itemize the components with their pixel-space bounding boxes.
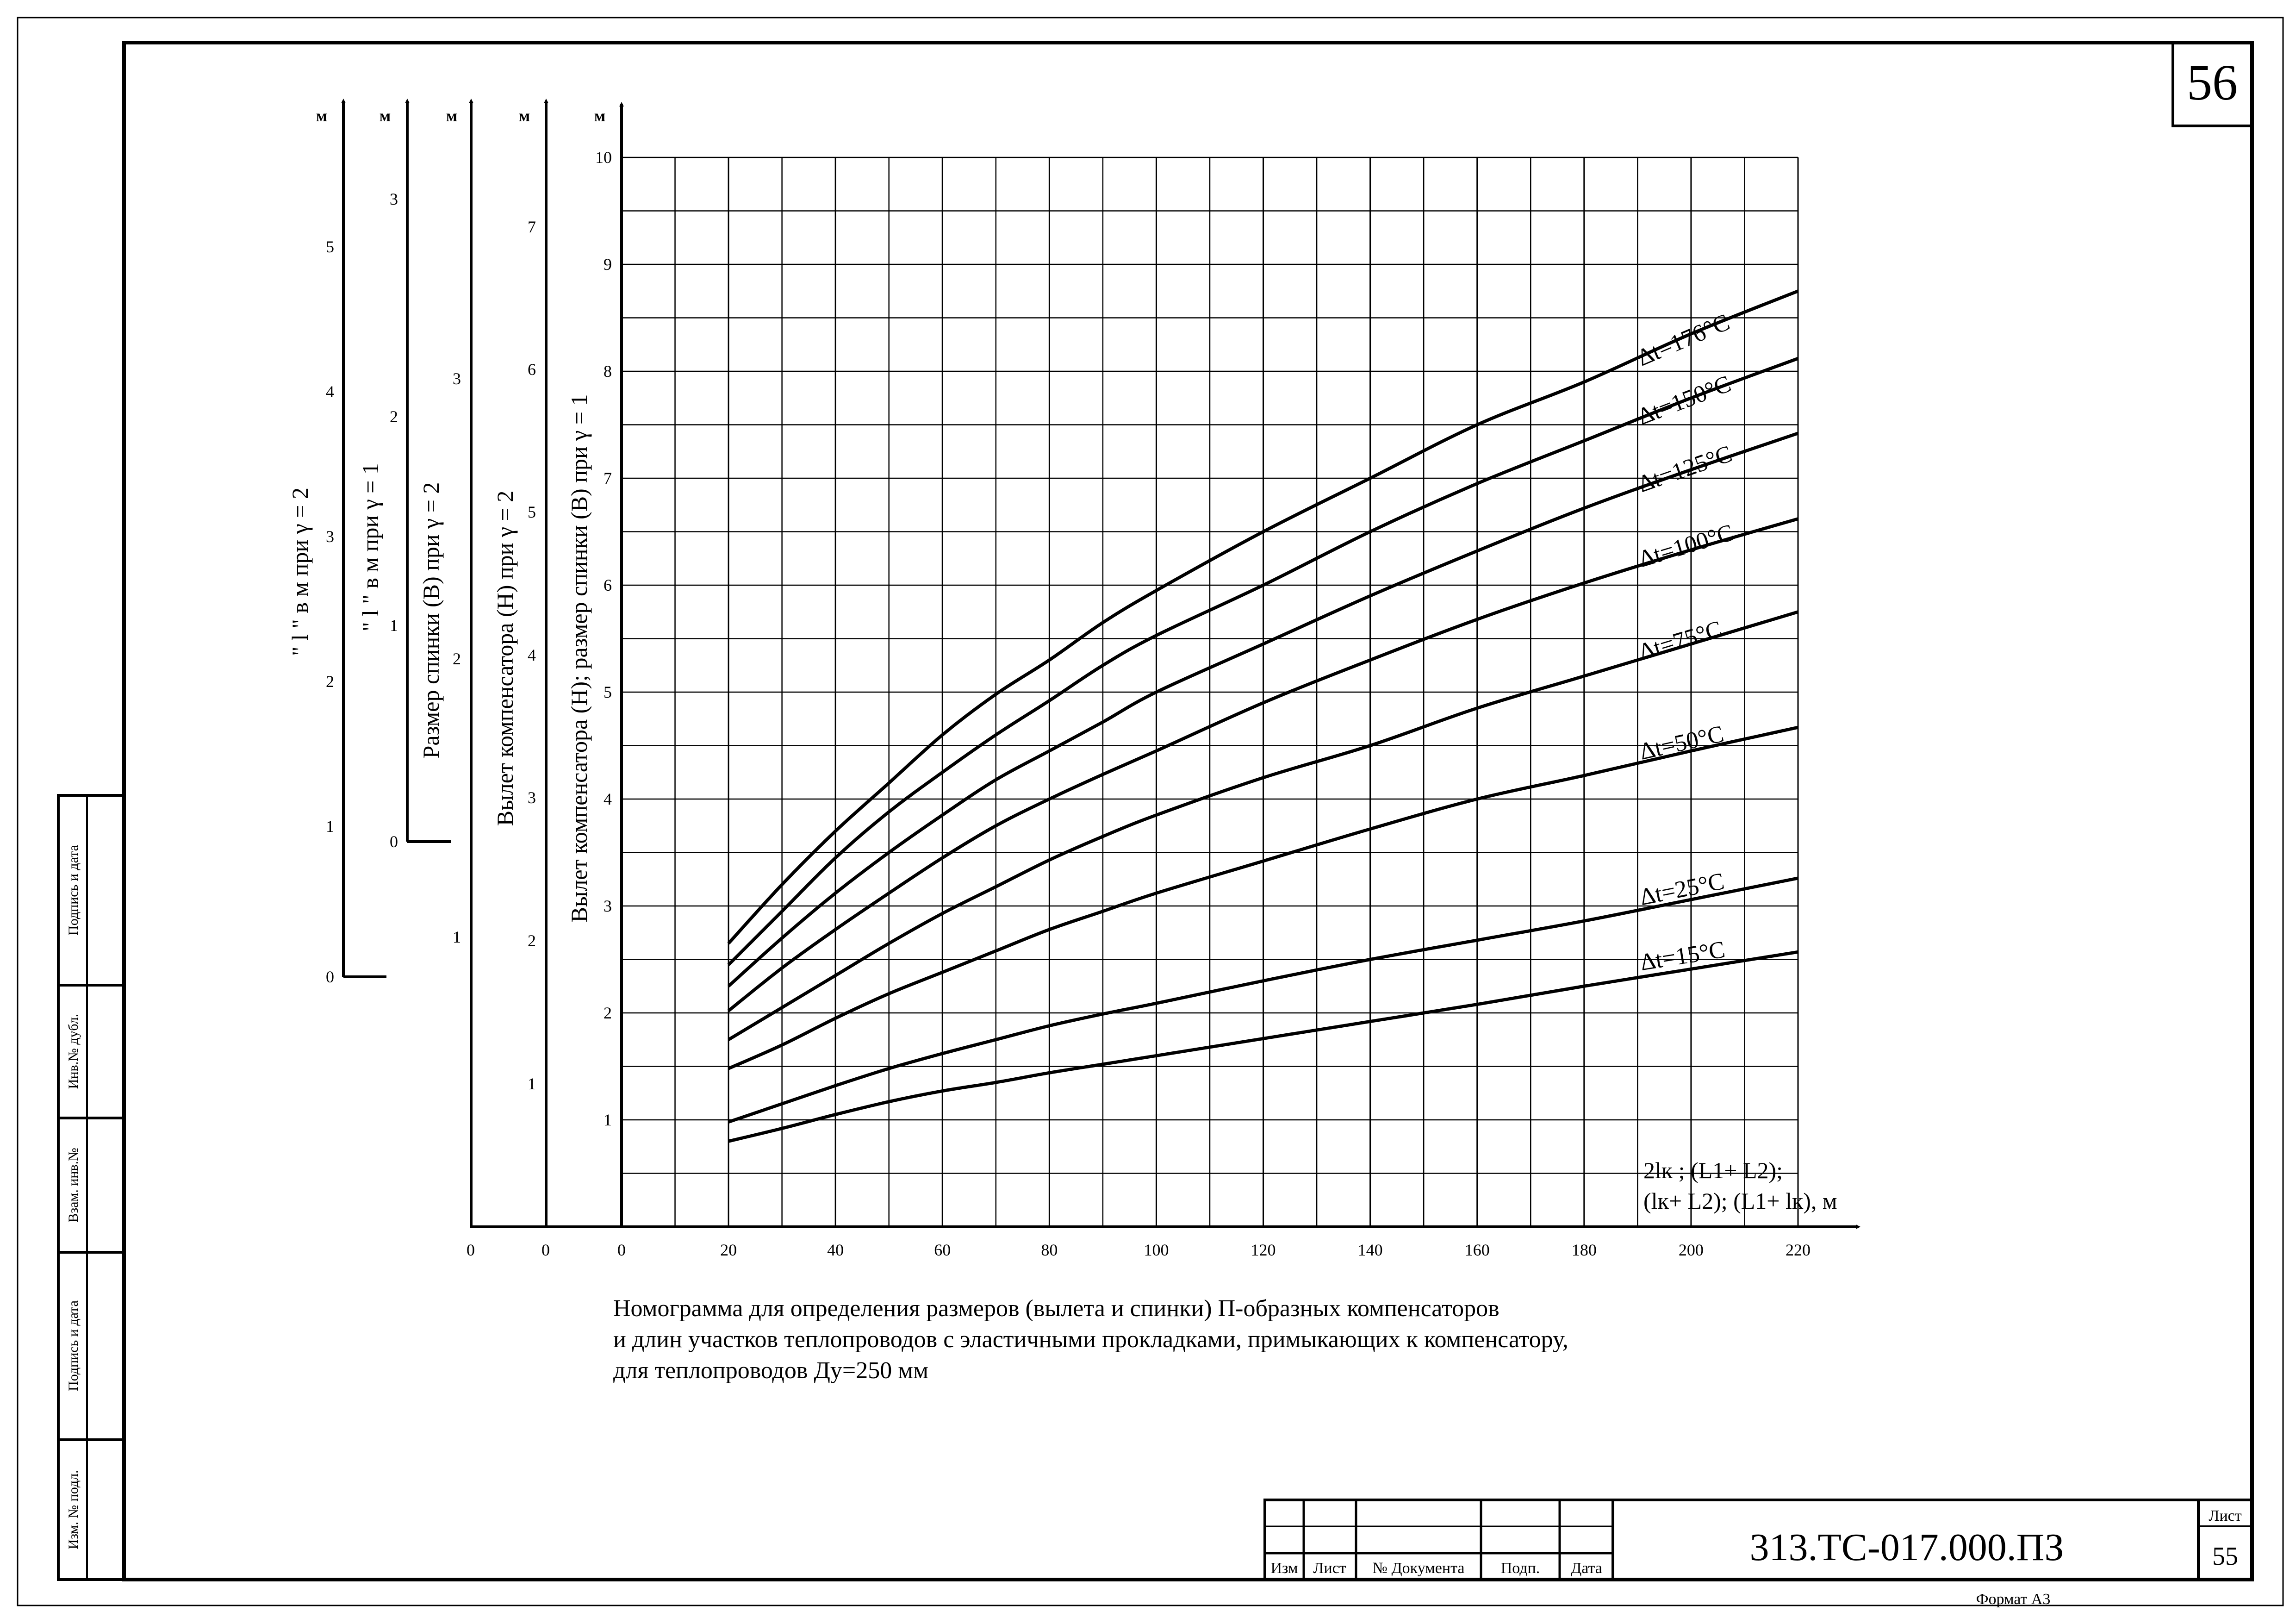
x-tick-label: 180 xyxy=(1571,1241,1597,1259)
scale-height-gamma2-tick-1: 1 xyxy=(528,1074,536,1093)
sheet-value: 55 xyxy=(2212,1542,2238,1571)
y-tick-label: 7 xyxy=(604,469,612,487)
x-origin-label-2: 0 xyxy=(541,1241,550,1259)
scale-height-gamma2-tick-4: 4 xyxy=(528,646,536,664)
scale-back-gamma2-unit: м xyxy=(446,106,458,125)
caption-line-2: и длин участков теплопроводов с эластичными прокладками, примыкающих к компенсатору, xyxy=(613,1326,1568,1353)
title-block-col-izm: Изм xyxy=(1270,1560,1298,1577)
caption-line-3: для теплопроводов Ду=250 мм xyxy=(613,1357,929,1384)
x-tick-label: 100 xyxy=(1144,1241,1169,1259)
scale-height-gamma2-unit: м xyxy=(518,106,530,125)
y-tick-label: 5 xyxy=(604,683,612,701)
x-tick-label: 60 xyxy=(934,1241,951,1259)
sheet-number: 56 xyxy=(2187,54,2238,111)
scale-height-gamma2-tick-6: 6 xyxy=(528,360,536,379)
title-block-col-sign: Подп. xyxy=(1500,1560,1540,1577)
x-tick-label: 120 xyxy=(1251,1241,1276,1259)
curve-label-4: Δt=75°C xyxy=(1636,616,1725,666)
x-axis-label-line2: (lк+ L2); (L1+ lк), м xyxy=(1643,1188,1837,1214)
curve-label-2: Δt=125°C xyxy=(1635,440,1736,498)
caption xyxy=(613,1295,1568,1384)
x-tick-label: 0 xyxy=(617,1241,626,1259)
curve-label-6: Δt=25°C xyxy=(1637,868,1727,911)
title-block-col-date: Дата xyxy=(1571,1560,1602,1577)
scale-l-gamma1-unit: м xyxy=(379,106,391,125)
x-tick-label: 160 xyxy=(1464,1241,1490,1259)
x-tick-label: 80 xyxy=(1041,1241,1058,1259)
sheet-label: Лист xyxy=(2209,1507,2242,1524)
outer-trim-frame xyxy=(18,18,2283,1605)
y-tick-label: 6 xyxy=(604,576,612,594)
scale-l-gamma2-label: " l " в м при γ = 2 xyxy=(287,487,313,656)
y-tick-label: 9 xyxy=(604,255,612,274)
side-stamp-original-inv: Изм. № подл. xyxy=(66,1470,81,1549)
x-tick-label: 40 xyxy=(827,1241,844,1259)
scale-back-gamma2 xyxy=(418,101,471,1227)
curve-labels-group xyxy=(1633,309,1736,976)
scale-height-gamma2-tick-5: 5 xyxy=(528,503,536,521)
main-y-axis-label: Вылет компенсатора (Н); размер спинки (В) при γ = 1 xyxy=(566,394,592,923)
y-tick-label: 1 xyxy=(604,1111,612,1129)
scale-l-gamma1-label: " l " в м при γ = 1 xyxy=(357,463,383,631)
curve-label-0: Δt=176°C xyxy=(1633,309,1734,372)
scale-height-gamma2 xyxy=(492,101,546,1227)
scale-l-gamma1-tick-1: 1 xyxy=(390,616,398,635)
y-tick-label: 4 xyxy=(604,790,612,808)
title-block-col-list: Лист xyxy=(1313,1560,1346,1577)
scale-height-gamma2-tick-7: 7 xyxy=(528,218,536,236)
x-tick-label: 200 xyxy=(1678,1241,1704,1259)
main-x-ticks xyxy=(617,1241,1811,1259)
y-tick-label: 3 xyxy=(604,897,612,915)
document-code: 313.ТС-017.000.ПЗ xyxy=(1749,1526,2064,1569)
scale-l-gamma1-tick-2: 2 xyxy=(390,407,398,426)
title-block-col-doc: № Документа xyxy=(1372,1560,1465,1577)
scale-l-gamma2-tick-5: 5 xyxy=(326,237,334,256)
y-tick-label: 8 xyxy=(604,362,612,381)
plot-grid xyxy=(622,157,1798,1227)
scale-l-gamma1-tick-0: 0 xyxy=(390,832,398,851)
scale-back-gamma2-tick-3: 3 xyxy=(453,369,461,388)
x-tick-label: 20 xyxy=(720,1241,737,1259)
scale-back-gamma2-tick-2: 2 xyxy=(453,650,461,668)
curve-label-1: Δt=150°C xyxy=(1634,370,1735,431)
scale-height-gamma2-tick-2: 2 xyxy=(528,931,536,950)
scale-l-gamma2-tick-0: 0 xyxy=(326,968,334,986)
side-stamp-signature-date-1: Подпись и дата xyxy=(66,845,81,936)
main-y-axis xyxy=(566,104,622,1227)
curve-label-7: Δt=15°C xyxy=(1638,936,1727,976)
curve-label-5: Δt=50°C xyxy=(1637,720,1726,765)
y-tick-label: 2 xyxy=(604,1004,612,1022)
scale-l-gamma2-tick-2: 2 xyxy=(326,672,334,691)
sheet-number-box xyxy=(2173,43,2252,126)
scale-l-gamma2-tick-3: 3 xyxy=(326,527,334,546)
main-x-axis xyxy=(470,1157,1858,1227)
side-stamp xyxy=(58,795,124,1580)
x-axis-label-line1: 2lк ; (L1+ L2); xyxy=(1643,1157,1783,1183)
scale-height-gamma2-tick-3: 3 xyxy=(528,788,536,807)
curve-label-3: Δt=100°C xyxy=(1636,519,1737,573)
scale-l-gamma1-tick-3: 3 xyxy=(390,190,398,208)
scale-back-gamma2-label: Размер спинки (В) при γ = 2 xyxy=(418,482,444,759)
scale-l-gamma2-tick-1: 1 xyxy=(326,817,334,836)
main-y-axis-unit: м xyxy=(594,106,606,125)
scale-l-gamma2-tick-4: 4 xyxy=(326,382,334,401)
x-origin-label-1: 0 xyxy=(467,1241,475,1259)
main-y-ticks xyxy=(595,148,612,1129)
side-stamp-duplicate-inv: Инв.№ дубл. xyxy=(66,1013,81,1089)
title-block xyxy=(1265,1500,2252,1580)
format-label: Формат А3 xyxy=(1976,1591,2051,1608)
x-tick-label: 140 xyxy=(1357,1241,1383,1259)
x-tick-label: 220 xyxy=(1786,1241,1811,1259)
scale-back-gamma2-tick-1: 1 xyxy=(453,928,461,946)
scale-l-gamma2-unit: м xyxy=(316,106,328,125)
side-stamp-replaced-inv: Взам. инв.№ xyxy=(66,1148,81,1223)
side-stamp-signature-date-2: Подпись и дата xyxy=(66,1300,81,1391)
caption-line-1: Номограмма для определения размеров (вылета и спинки) П-образных компенсаторов xyxy=(613,1295,1500,1322)
y-tick-label: 10 xyxy=(595,148,612,167)
scale-height-gamma2-label: Вылет компенсатора (Н) при γ = 2 xyxy=(492,490,518,826)
